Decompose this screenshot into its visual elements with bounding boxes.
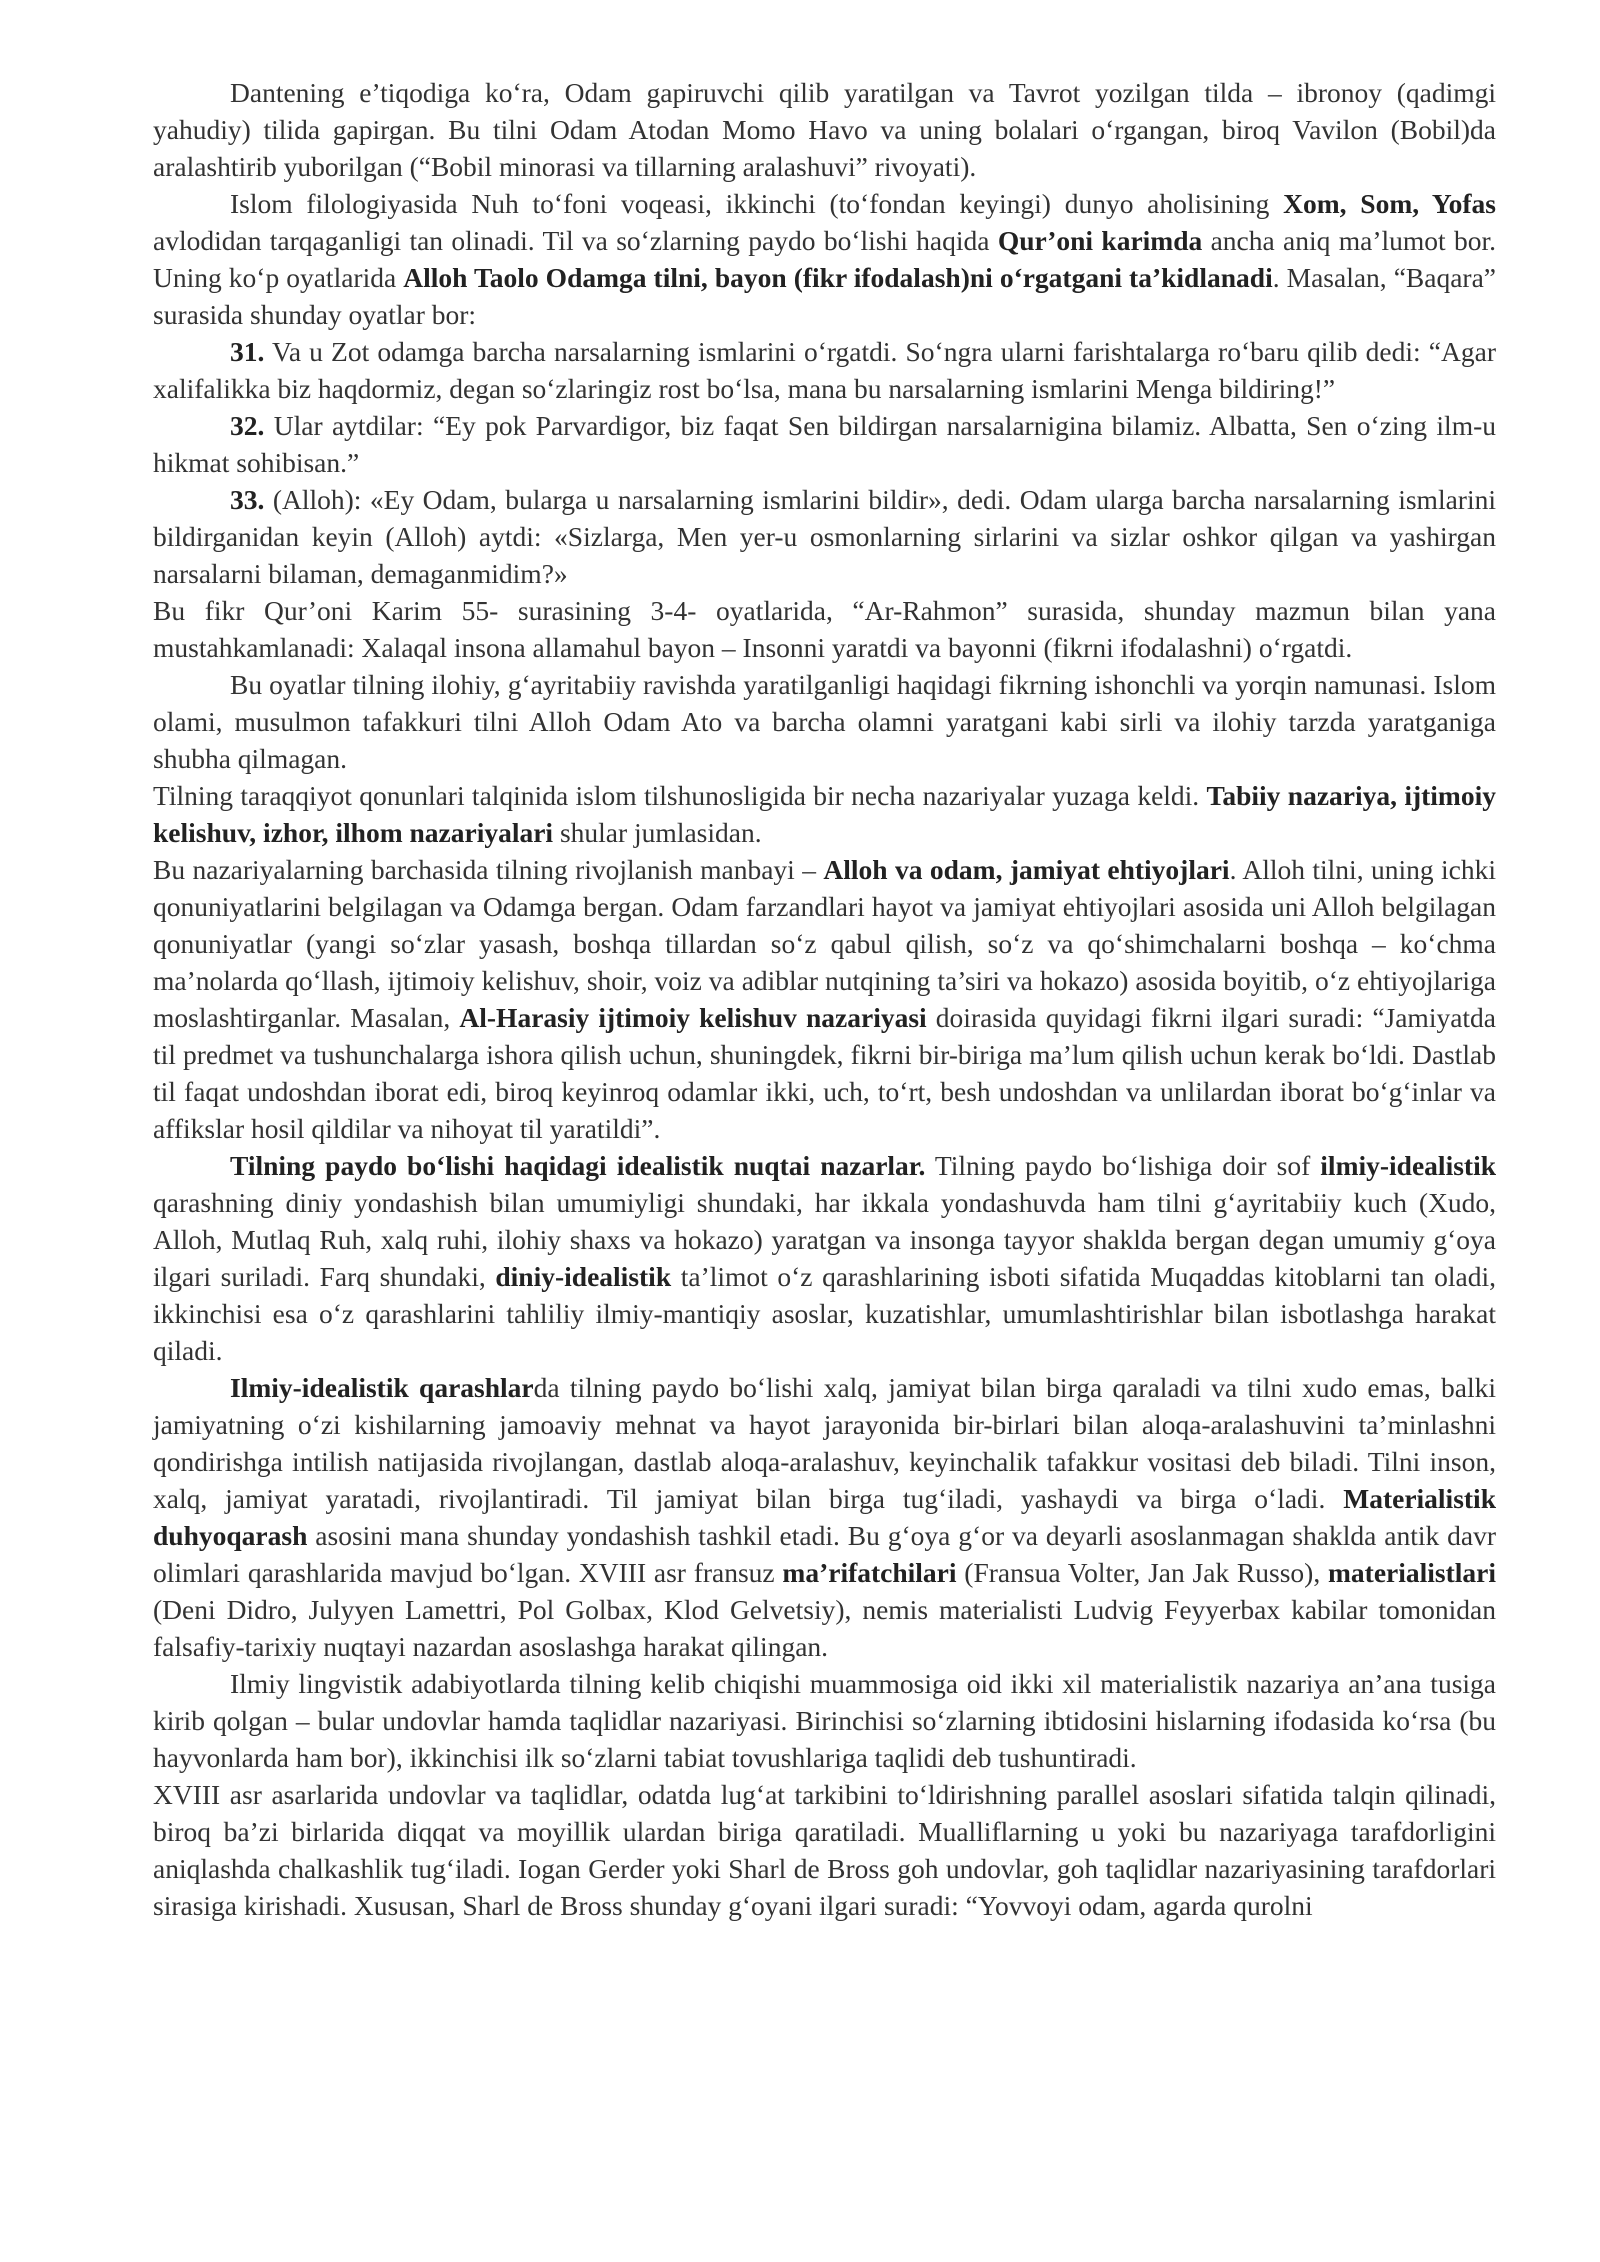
text-run: (Alloh): «Ey Odam, bularga u narsalarning ismlarini bildir», dedi. Odam ularga barcha narsalarning ismlarini bildirganidan keyin (Alloh) aytdi: «Sizlarga, Men yer-u osmonlarning sirlarini va sizlar oshkor qilgan va yashirgan narsalarni bilaman, demaganmidim?» <box>153 484 1496 589</box>
text-run: Bu fikr Qur’oni Karim 55- surasining 3-4- oyatlarida, “Ar-Rahmon” surasida, shunday mazmun bilan yana mustahkamlanadi: Xalaqal insona allamahul bayon – Insonni yaratdi va bayonni (fikrni ifodalashni) o‘rgatdi. <box>153 595 1496 663</box>
text-run: Bu nazariyalarning barchasida tilning rivojlanish manbayi – <box>153 854 824 885</box>
paragraph <box>153 666 1496 777</box>
document-body <box>153 74 1496 1924</box>
bold-text: Alloh va odam, jamiyat ehtiyojlari <box>823 854 1230 885</box>
text-run: qarashning diniy yondashish bilan umumiyligi shundaki, har ikkala yondashuvda ham tilni g‘ayritabiiy kuch (Xudo, Alloh, Mutlaq Ruh, xalq ruhi, ilohiy shaxs va hokazo) yaratgan va insonga tayyor shaklda bergan degan umumiy g‘oya ilgari suriladi. Farq shundaki, <box>153 1187 1496 1292</box>
paragraph <box>153 481 1496 592</box>
bold-text: ma’rifatchilari <box>782 1557 957 1588</box>
text-run: ancha aniq ma’lumot bor. Uning ko‘p oyatlarida <box>153 225 1497 293</box>
text-run: doirasida quyidagi fikrni ilgari suradi: “Jamiyatda til predmet va tushunchalarga ishora qilish uchun, shuningdek, fikrni bir-biriga ma’lum qilish uchun kerak bo‘ldi. Dastlab til faqat undoshdan iborat edi, biroq keyinroq odamlar ikki, uch, to‘rt, besh undoshdan va unlilardan iborat bo‘g‘inlar va affikslar hosil qildilar va nihoyat til yaratildi”. <box>153 1002 1497 1144</box>
paragraph <box>153 1776 1496 1924</box>
text-run: . Alloh tilni, uning ichki qonuniyatlarini belgilagan va Odamga bergan. Odam farzandlari hayot va jamiyat ehtiyojlari asosida uni Alloh belgilagan qonuniyatlar (yangi so‘zlar yasash, boshqa tillardan so‘z qabul qilish, so‘z va qo‘shimchalarni boshqa – ko‘chma ma’nolarda qo‘llash, ijtimoiy kelishuv, shoir, voiz va adiblar nutqining ta’siri va hokazo) asosida boyitib, o‘z ehtiyojlariga moslashtirganlar. Masalan, <box>153 854 1497 1033</box>
bold-text: materialistlari <box>1328 1557 1496 1588</box>
text-run: (Deni Didro, Julyyen Lamettri, Pol Golbax, Klod Gelvetsiy), nemis materialisti Ludvig Feyyerbax kabilar tomonidan falsafiy-tarixiy nuqtayi nazardan asoslashga harakat qilingan. <box>153 1594 1496 1662</box>
bold-text: diniy-idealistik <box>495 1261 672 1292</box>
text-run: XVIII asr asarlarida undovlar va taqlidlar, odatda lug‘at tarkibini to‘ldirishning parallel asoslari sifatida talqin qilinadi, biroq ba’zi birlarida diqqat va moyillik ulardan biriga qaratiladi. Mualliflarning u yoki bu nazariyaga tarafdorligini aniqlashda chalkashlik tug‘iladi. Iogan Gerder yoki Sharl de Bross goh undovlar, goh taqlidlar nazariyasining tarafdorlari sirasiga kirishadi. Xususan, Sharl de Bross shunday g‘oyani ilgari suradi: “Yovvoyi odam, agarda qurolni <box>153 1779 1496 1921</box>
paragraph <box>153 74 1496 185</box>
bold-text: Qur’oni karimda <box>997 225 1203 256</box>
paragraph <box>153 851 1496 1147</box>
paragraph <box>153 592 1496 666</box>
bold-text: Tilning paydo bo‘lishi haqidagi idealistik nuqtai nazarlar. <box>230 1150 926 1181</box>
bold-text: ilmiy-idealistik <box>1320 1150 1496 1181</box>
bold-text: Materialistik duhyoqarash <box>153 1483 1496 1551</box>
paragraph <box>153 407 1496 481</box>
text-run: Islom filologiyasida Nuh to‘foni voqeasi, ikkinchi (to‘fondan keyingi) dunyo aholisining <box>230 188 1284 219</box>
text-run: ta’limot o‘z qarashlarining isboti sifatida Muqaddas kitoblarni tan oladi, ikkinchisi esa o‘z qarashlarini tahliliy ilmiy-mantiqiy asoslar, kuzatishlar, umumlashtirishlar bilan isbotlashga harakat qiladi. <box>153 1261 1496 1366</box>
text-run: Tilning paydo bo‘lishiga doir sof <box>925 1150 1321 1181</box>
text-run: Bu oyatlar tilning ilohiy, g‘ayritabiiy ravishda yaratilganligi haqidagi fikrning ishonchli va yorqin namunasi. Islom olami, musulmon tafakkuri tilni Alloh Odam Ato va barcha olamni yaratgani kabi sirli va ilohiy tarzda yaratganiga shubha qilmagan. <box>153 669 1496 774</box>
bold-text: Tabiiy nazariya, ijtimoiy kelishuv, izhor, ilhom nazariyalari <box>153 780 1496 848</box>
text-run: Ilmiy lingvistik adabiyotlarda tilning kelib chiqishi muammosiga oid ikki xil materialistik nazariya an’ana tusiga kirib qolgan – bular undovlar hamda taqlidlar nazariyasi. Birinchisi so‘zlarning ibtidosini hislarning ifodasida ko‘rsa (bu hayvonlarda ham bor), ikkinchisi ilk so‘zlarni tabiat tovushlariga taqlidi deb tushuntiradi. <box>153 1668 1496 1773</box>
bold-text: 32. <box>230 410 265 441</box>
paragraph <box>153 1147 1496 1369</box>
text-run: (Fransua Volter, Jan Jak Russo), <box>956 1557 1328 1588</box>
text-run: shular jumlasidan. <box>553 817 762 848</box>
text-run: Va u Zot odamga barcha narsalarning ismlarini o‘rgatdi. So‘ngra ularni farishtalarga ro‘baru qilib dedi: “Agar xalifalikka biz haqdormiz, degan so‘zlaringiz rost bo‘lsa, mana bu narsalarning ismlarini Menga bildiring!” <box>153 336 1496 404</box>
bold-text: Xom, Som, Yofas <box>1283 188 1497 219</box>
text-run: Ular aytdilar: “Ey pok Parvardigor, biz faqat Sen bildirgan narsalarnigina bilamiz. Albatta, Sen o‘zing ilm-u hikmat sohibisan.” <box>153 410 1496 478</box>
bold-text: Al-Harasiy ijtimoiy kelishuv nazariyasi <box>459 1002 927 1033</box>
text-run: Tilning taraqqiyot qonunlari talqinida islom tilshunosligida bir necha nazariyalar yuzaga keldi. <box>153 780 1207 811</box>
bold-text: Ilmiy-idealistik qarashlar <box>230 1372 534 1403</box>
paragraph <box>153 333 1496 407</box>
paragraph <box>153 185 1496 333</box>
paragraph <box>153 1369 1496 1665</box>
text-run: asosini mana shunday yondashish tashkil etadi. Bu g‘oya g‘or va deyarli asoslanmagan shaklda antik davr olimlari qarashlarida mavjud bo‘lgan. XVIII asr fransuz <box>153 1520 1496 1588</box>
bold-text: 31. <box>230 336 265 367</box>
paragraph <box>153 777 1496 851</box>
text-run: da tilning paydo bo‘lishi xalq, jamiyat bilan birga qaraladi va tilni xudo emas, balki jamiyatning o‘zi kishilarning jamoaviy mehnat va hayot jarayonida bir-birlari bilan aloqa-aralashuvini ta’minlashni qondirishga intilish natijasida rivojlangan, dastlab aloqa-aralashuv, keyinchalik tafakkur vositasi deb biladi. Tilni inson, xalq, jamiyat yaratadi, rivojlantiradi. Til jamiyat bilan birga tug‘iladi, yashaydi va birga o‘ladi. <box>153 1372 1496 1514</box>
bold-text: 33. <box>230 484 265 515</box>
text-run: avlodidan tarqaganligi tan olinadi. Til va so‘zlarning paydo bo‘lishi haqida <box>153 225 998 256</box>
paragraph <box>153 1665 1496 1776</box>
text-run: . Masalan, “Baqara” surasida shunday oyatlar bor: <box>153 262 1496 330</box>
text-run: Dantening e’tiqodiga ko‘ra, Odam gapiruvchi qilib yaratilgan va Tavrot yozilgan tilda – ibronoy (qadimgi yahudiy) tilida gapirgan. Bu tilni Odam Atodan Momo Havo va uning bolalari o‘rgangan, biroq Vavilon (Bobil)da aralashtirib yuborilgan (“Bobil minorasi va tillarning aralashuvi” rivoyati). <box>153 77 1496 182</box>
bold-text: Alloh Taolo Odamga tilni, bayon (fikr ifodalash)ni o‘rgatgani ta’kidlanadi <box>403 262 1273 293</box>
